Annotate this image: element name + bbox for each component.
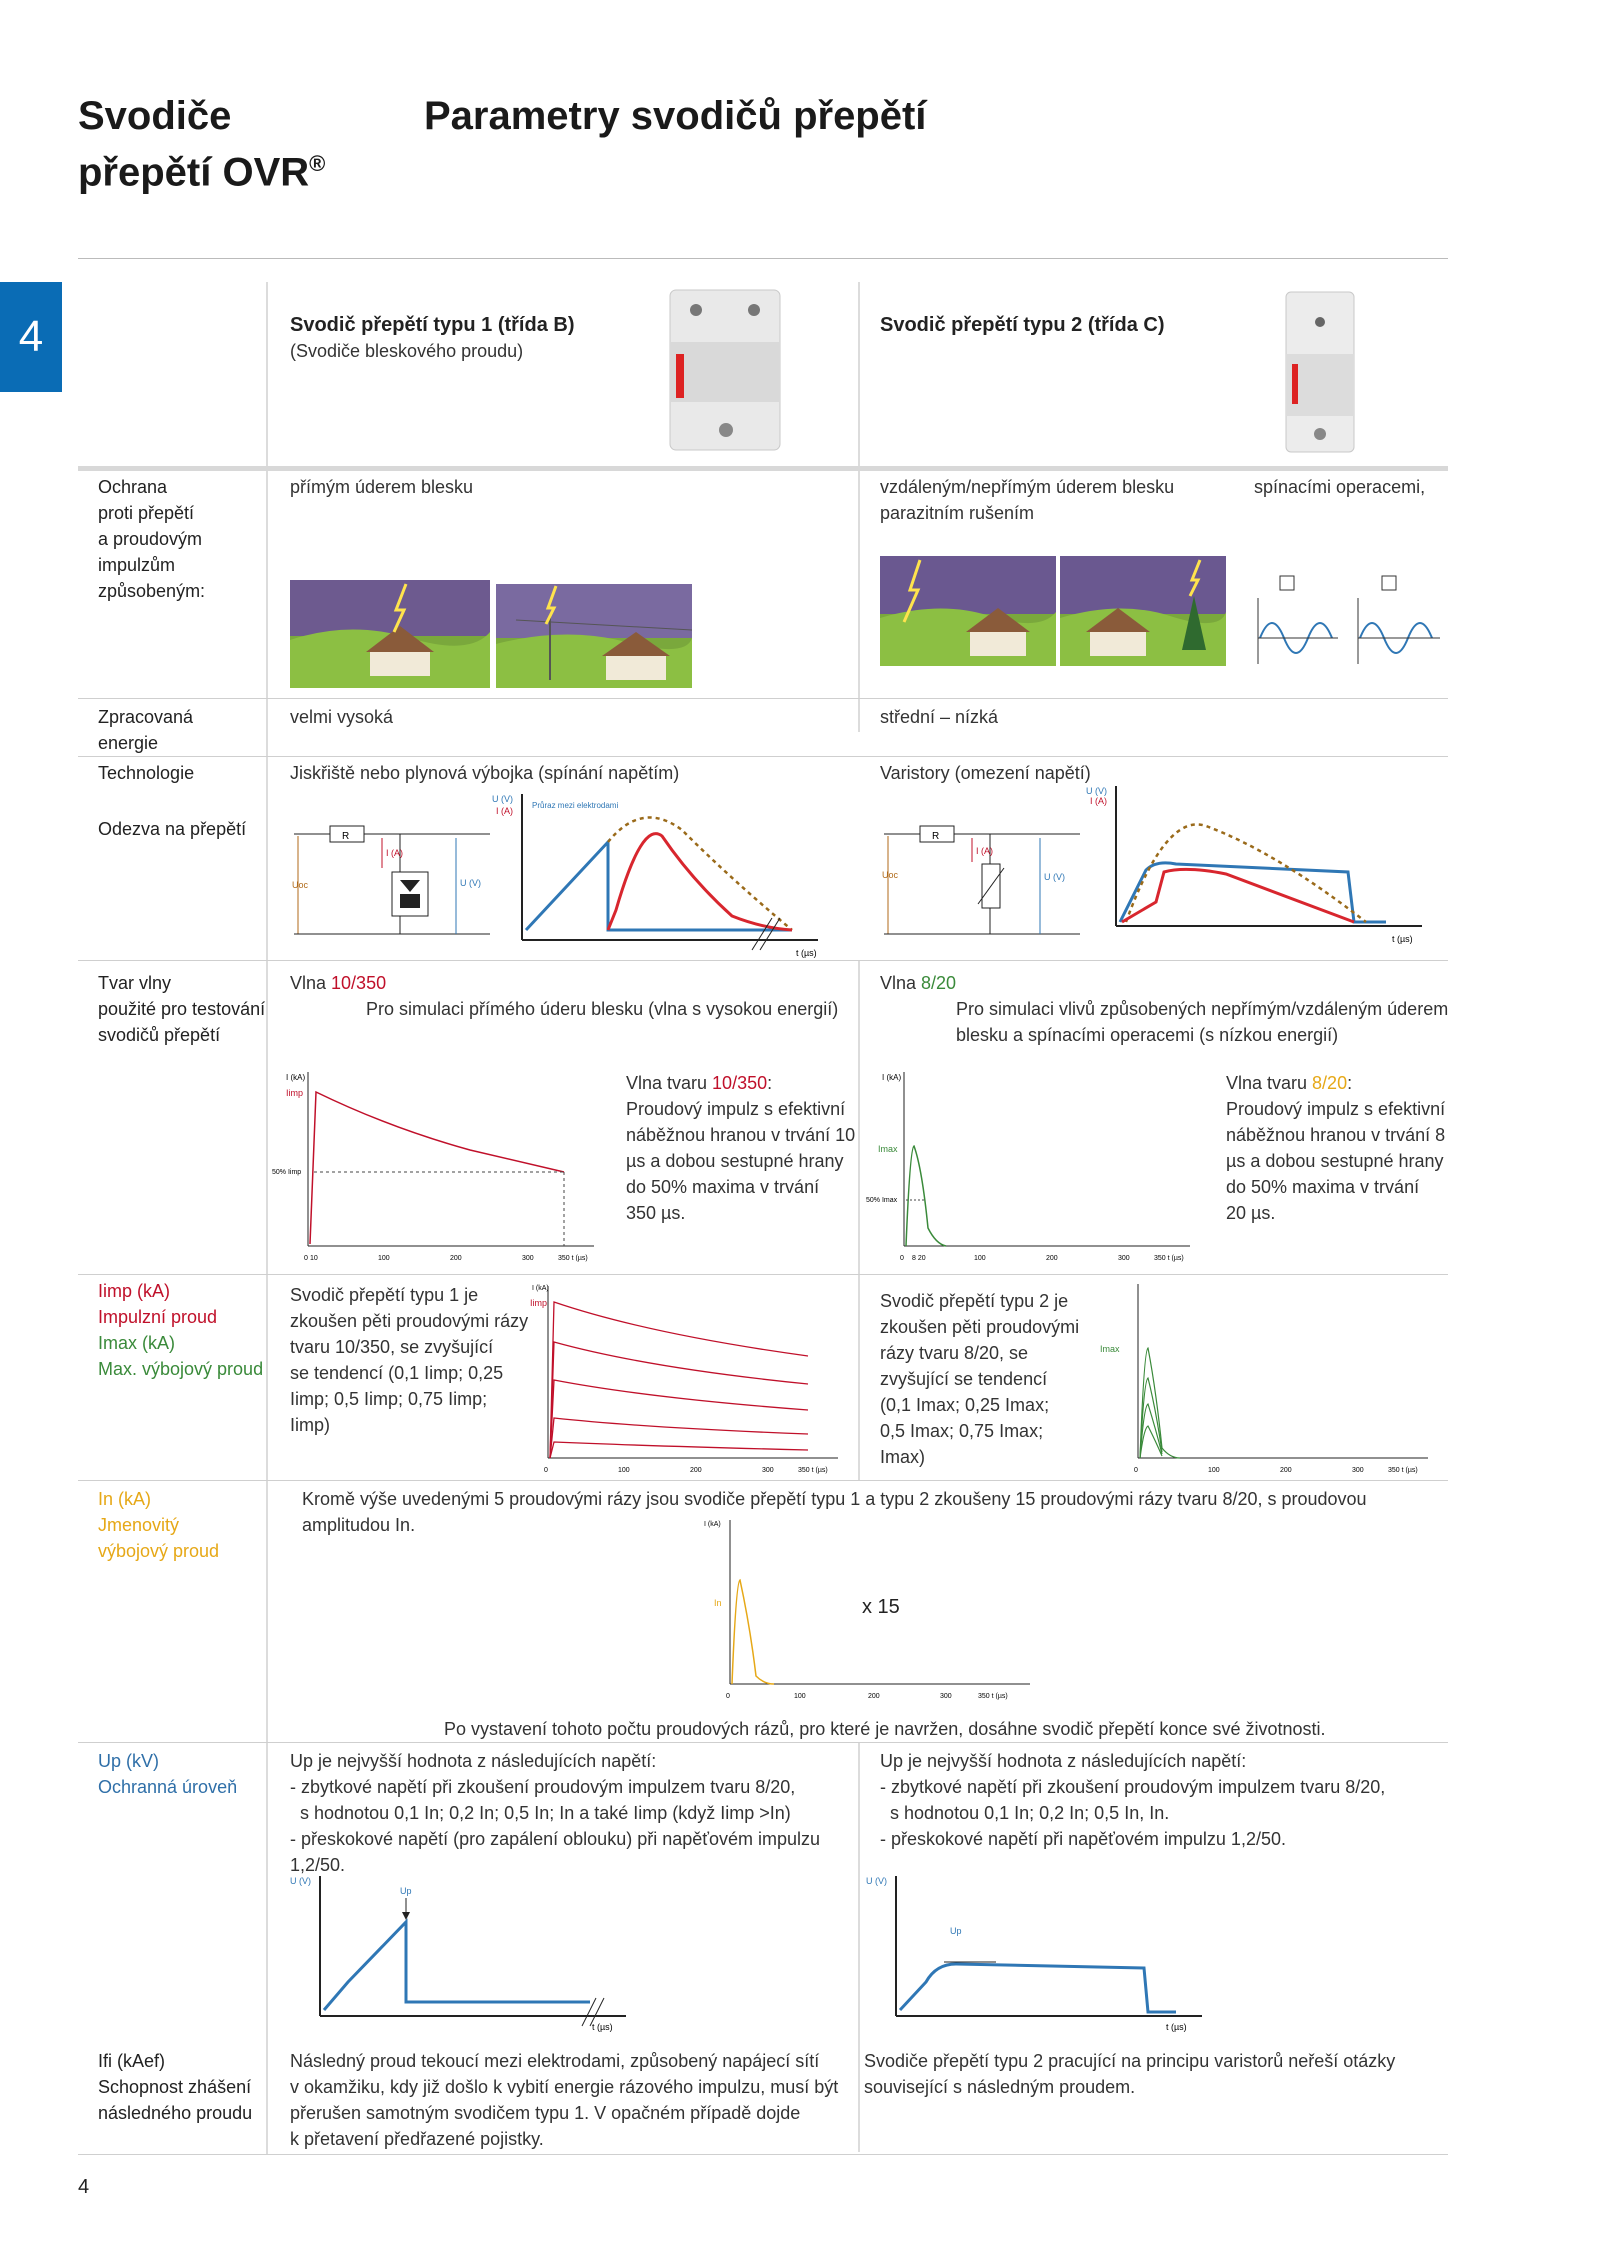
row-divider bbox=[78, 698, 1448, 699]
technology-type1: Jiskřiště nebo plynová výbojka (spínání napětím) bbox=[290, 763, 680, 783]
in-label: In (kA) bbox=[98, 1489, 152, 1509]
switching-sine-diagrams bbox=[1250, 568, 1450, 668]
svg-text:300: 300 bbox=[1118, 1255, 1130, 1262]
row-divider bbox=[78, 1480, 1448, 1481]
type2-circuit-diagram bbox=[880, 824, 1084, 944]
up-type2-text: Up je nejvyšší hodnota z následujících napětí: - zbytkové napětí při zkoušení proudovým impulzem tvaru 8/20, s hodnotou 0,1 In; 0,2 In; 0,5 In, In. - přeskokové napětí při napěťovém impulzu 1,2/50. bbox=[880, 1751, 1386, 1849]
waveform-type2-desc: Pro simulaci vlivů způsobených nepřímým/vzdáleným úderem blesku a spínacími operacemi (s nízkou energií) bbox=[956, 999, 1449, 1045]
row-in-label bbox=[98, 1486, 219, 1564]
energy-type1: velmi vysoká bbox=[290, 707, 394, 727]
up-type1-text: Up je nejvyšší hodnota z následujících napětí: - zbytkové napětí při zkoušení proudovým impulzem tvaru 8/20, s hodnotou 0,1 In; 0,2 In; 0,5 In; In a také Iimp (když Iimp >In) - přeskokové napětí (pro zapálení oblouku) při napěťovém impulzu 1,2/50. bbox=[290, 1751, 821, 1875]
up-axis-up: Up bbox=[400, 1886, 412, 1896]
diag-u-label: U (V) bbox=[460, 878, 481, 888]
svg-text:350 t (µs): 350 t (µs) bbox=[1388, 1467, 1418, 1474]
svg-text:300: 300 bbox=[762, 1467, 774, 1474]
row-divider bbox=[78, 1274, 1448, 1275]
up-axis-u-2: U (V) bbox=[866, 1876, 887, 1886]
graph-t-label: t (µs) bbox=[796, 948, 817, 958]
svg-text:100: 100 bbox=[794, 1693, 806, 1700]
graph-i-label: I (A) bbox=[496, 806, 513, 816]
up-axis-t-2: t (µs) bbox=[1166, 2022, 1187, 2032]
svg-text:I (kA): I (kA) bbox=[532, 1285, 549, 1292]
type2-up-graph bbox=[866, 1872, 1206, 2032]
diag-i-label-2: I (A) bbox=[976, 846, 993, 856]
axis-i-label-2: I (kA) bbox=[882, 1073, 902, 1082]
row-waveform-label: Tvar vlny použité pro testování svodičů přepětí bbox=[98, 973, 266, 1045]
ifi-sublabel: Schopnost zhášení následného proudu bbox=[98, 2077, 253, 2123]
up-axis-up-2: Up bbox=[950, 1926, 962, 1936]
type2-waveform-graph bbox=[866, 1068, 1196, 1264]
imax-type2-text: Svodič přepětí typu 2 je zkoušen pěti proudovými rázy tvaru 8/20, se zvyšující se tendencí (0,1 Imax; 0,25 Imax; 0,5 Imax; 0,75 Imax; Imax) bbox=[880, 1291, 1080, 1467]
row-ifi-label bbox=[98, 2048, 252, 2126]
row-technology-label: Technologie bbox=[98, 763, 195, 783]
imax-sublabel: Max. výbojový proud bbox=[98, 1359, 264, 1379]
type1-title: Svodič přepětí typu 1 (třída B) bbox=[290, 314, 575, 336]
svg-text:350 t (µs): 350 t (µs) bbox=[1154, 1255, 1184, 1262]
protection-type2: vzdáleným/nepřímým úderem blesku parazitním rušením bbox=[880, 477, 1175, 523]
type1-response-graph bbox=[492, 790, 822, 958]
graph-t-label-2: t (µs) bbox=[1392, 934, 1413, 944]
svg-text:10: 10 bbox=[310, 1255, 318, 1262]
chapter-tab: 4 bbox=[0, 282, 62, 392]
diag-r-label: R bbox=[342, 831, 350, 842]
up-axis-t: t (µs) bbox=[592, 2022, 613, 2032]
svg-text:I (kA): I (kA) bbox=[704, 1521, 721, 1528]
type1-header bbox=[290, 312, 574, 364]
svg-text:200: 200 bbox=[690, 1467, 702, 1474]
svg-text:100: 100 bbox=[618, 1467, 630, 1474]
row-response-label: Odezva na přepětí bbox=[98, 819, 247, 839]
lightning-indirect-image-2 bbox=[1060, 556, 1226, 666]
svg-text:Iimp: Iimp bbox=[530, 1298, 548, 1308]
lightning-direct-image-1 bbox=[290, 580, 490, 688]
in-description: Kromě výše uvedenými 5 proudovými rázy jsou svodiče přepětí typu 1 a typu 2 zkoušeny 15 proudovými rázy tvaru 8/20, s proudovou amplitudou In. bbox=[302, 1489, 1367, 1535]
diag-uoc-label: Uoc bbox=[292, 880, 309, 890]
table-bottom-rule bbox=[78, 2154, 1448, 2155]
row-divider bbox=[78, 756, 1448, 757]
row-protection-label: Ochrana proti přepětí a proudovým impulzům způsobeným: bbox=[98, 477, 206, 601]
diag-u-label-2: U (V) bbox=[1044, 872, 1065, 882]
svg-text:350 t (µs): 350 t (µs) bbox=[978, 1693, 1008, 1700]
axis-in-label: In bbox=[714, 1598, 722, 1608]
graph-i-label-2: I (A) bbox=[1090, 796, 1107, 806]
column-separator-2 bbox=[858, 282, 860, 732]
column-separator-4 bbox=[858, 1742, 860, 2152]
up-axis-u: U (V) bbox=[290, 1876, 311, 1886]
brand-line1: Svodiče bbox=[78, 94, 232, 138]
svg-text:0: 0 bbox=[304, 1255, 308, 1262]
row-up-label bbox=[98, 1748, 237, 1800]
svg-text:0: 0 bbox=[726, 1693, 730, 1700]
ifi-type1-text: Následný proud tekoucí mezi elektrodami, způsobený napájecí sítí v okamžiku, kdy již došlo k vybití energie rázového impulzu, musí být přerušen samotným svodičem typu 1. V opačném případě dojde k přetavení předřazené pojistky. bbox=[290, 2051, 839, 2149]
svg-text:350 t (µs): 350 t (µs) bbox=[798, 1467, 828, 1474]
svg-text:0: 0 bbox=[1134, 1467, 1138, 1474]
svg-text:350 t (µs): 350 t (µs) bbox=[558, 1255, 588, 1262]
in-sublabel: Jmenovitý výbojový proud bbox=[98, 1515, 220, 1561]
diag-uoc-label-2: Uoc bbox=[882, 870, 899, 880]
in-life-note: Po vystavení tohoto počtu proudových rázů, pro které je navržen, dosáhne svodič přepětí konce své životnosti. bbox=[444, 1719, 1326, 1739]
type1-up-graph bbox=[290, 1872, 630, 2032]
diag-i-label: I (A) bbox=[386, 848, 403, 858]
type1-impulse-series-graph bbox=[508, 1282, 844, 1476]
svg-text:0: 0 bbox=[544, 1467, 548, 1474]
diag-r-label-2: R bbox=[932, 831, 940, 842]
type2-response-graph bbox=[1086, 782, 1426, 948]
in-times-15: x 15 bbox=[862, 1596, 900, 1618]
svg-text:100: 100 bbox=[378, 1255, 390, 1262]
type1-subtitle: (Svodiče bleskového proudu) bbox=[290, 341, 524, 361]
protection-type2-extra: spínacími operacemi, bbox=[1254, 477, 1426, 497]
page-title: Parametry svodičů přepětí bbox=[424, 94, 927, 138]
iimp-type1-text: Svodič přepětí typu 1 je zkoušen pěti proudovými rázy tvaru 10/350, se zvyšující se tendencí (0,1 Iimp; 0,25 Iimp; 0,5 Iimp; 0,75 Iimp; Iimp) bbox=[290, 1285, 529, 1435]
breakdown-label: Průraz mezi elektrodami bbox=[532, 801, 619, 810]
row-divider bbox=[78, 1742, 1448, 1743]
svg-text:200: 200 bbox=[450, 1255, 462, 1262]
axis-50iimp-label: 50% Iimp bbox=[272, 1169, 302, 1176]
graph-u-label-2: U (V) bbox=[1086, 786, 1107, 796]
axis-i-label: I (kA) bbox=[286, 1073, 306, 1082]
axis-imax-label: Imax bbox=[878, 1144, 898, 1154]
page-number: 4 bbox=[78, 2176, 90, 2198]
lightning-direct-image-2 bbox=[496, 584, 692, 688]
svg-text:Imax: Imax bbox=[1100, 1344, 1120, 1354]
up-sublabel: Ochranná úroveň bbox=[98, 1777, 238, 1797]
ifi-type2-text: Svodiče přepětí typu 2 pracující na principu varistorů neřeší otázky související s následným proudem. bbox=[864, 2051, 1396, 2097]
technology-type2: Varistory (omezení napětí) bbox=[880, 763, 1091, 783]
graph-u-label: U (V) bbox=[492, 794, 513, 804]
row-divider bbox=[78, 960, 1448, 961]
type1-waveform-graph bbox=[270, 1068, 600, 1264]
svg-text:300: 300 bbox=[522, 1255, 534, 1262]
up-label: Up (kV) bbox=[98, 1751, 160, 1771]
axis-iimp-label: Iimp bbox=[286, 1088, 304, 1098]
svg-text:200: 200 bbox=[1280, 1467, 1292, 1474]
table-top-rule bbox=[78, 466, 1448, 471]
type1-circuit-diagram bbox=[290, 824, 494, 944]
waveform-type1-title: Vlna 10/350 bbox=[290, 973, 387, 993]
iimp-label: Iimp (kA) bbox=[98, 1281, 170, 1301]
lightning-indirect-image-1 bbox=[880, 556, 1056, 666]
waveform-type2-title: Vlna 8/20 bbox=[880, 973, 957, 993]
row-iimp-label bbox=[98, 1278, 263, 1382]
type2-wave-note-text: Proudový impulz s efektivní náběžnou hranou v trvání 8 µs a dobou sestupné hrany do 50% maxima v trvání 20 µs. bbox=[1226, 1099, 1446, 1223]
svg-text:200: 200 bbox=[1046, 1255, 1058, 1262]
waveform-type1-desc: Pro simulaci přímého úderu blesku (vlna s vysokou energií) bbox=[366, 999, 839, 1019]
energy-type2: střední – nízká bbox=[880, 707, 999, 727]
brand-line2: přepětí OVR® bbox=[78, 150, 326, 195]
axis-50imax-label: 50% Imax bbox=[866, 1197, 898, 1204]
iimp-sublabel: Impulzní proud bbox=[98, 1307, 218, 1327]
type2-product-image bbox=[1282, 288, 1358, 458]
type2-wave-note-title: Vlna tvaru 8/20: bbox=[1226, 1073, 1353, 1093]
ifi-label: Ifi (kAef) bbox=[98, 2051, 166, 2071]
column-separator-3 bbox=[858, 960, 860, 1480]
svg-text:8 20: 8 20 bbox=[912, 1255, 926, 1262]
svg-text:100: 100 bbox=[1208, 1467, 1220, 1474]
brand-title bbox=[78, 92, 378, 196]
row-energy-label: Zpracovaná energie bbox=[98, 707, 194, 753]
column-separator bbox=[266, 282, 268, 2154]
type1-product-image bbox=[666, 280, 784, 452]
type2-title: Svodič přepětí typu 2 (třída C) bbox=[880, 314, 1165, 336]
svg-text:100: 100 bbox=[974, 1255, 986, 1262]
header-divider bbox=[78, 258, 1448, 259]
type1-wave-note-title: Vlna tvaru 10/350: bbox=[626, 1073, 773, 1093]
imax-label: Imax (kA) bbox=[98, 1333, 176, 1353]
svg-text:300: 300 bbox=[1352, 1467, 1364, 1474]
protection-type1: přímým úderem blesku bbox=[290, 477, 474, 497]
svg-text:200: 200 bbox=[868, 1693, 880, 1700]
svg-text:0: 0 bbox=[900, 1255, 904, 1262]
svg-text:300: 300 bbox=[940, 1693, 952, 1700]
type2-impulse-series-graph bbox=[1098, 1280, 1434, 1476]
type1-wave-note-text: Proudový impulz s efektivní náběžnou hranou v trvání 10 µs a dobou sestupné hrany do 50% maxima v trvání 350 µs. bbox=[626, 1099, 856, 1223]
